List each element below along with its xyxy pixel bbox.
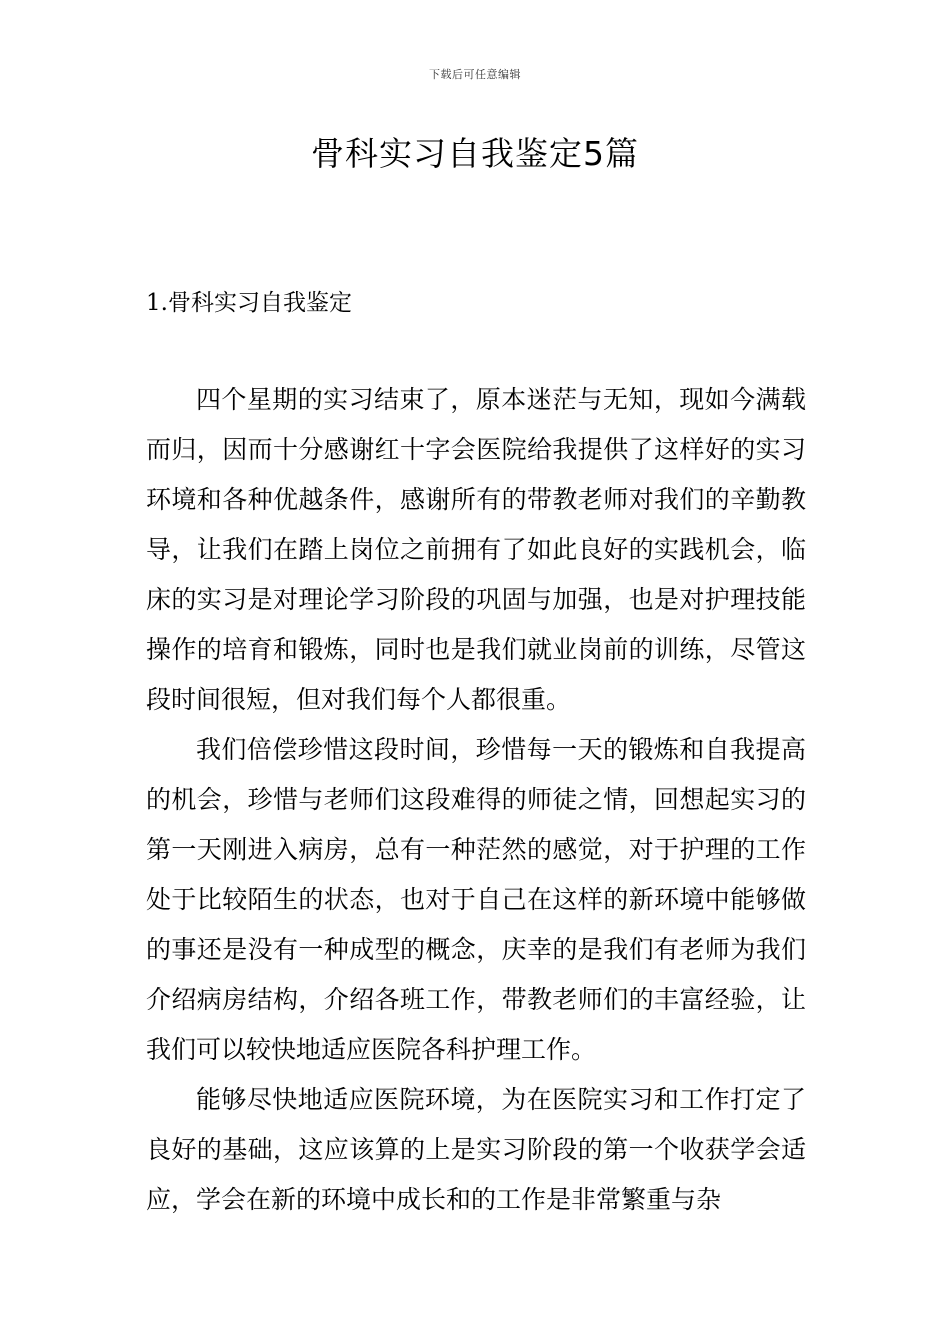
body-text [146, 375, 806, 1225]
document-title: 骨科实习自我鉴定5篇 [311, 134, 639, 173]
paragraph-2: 我们倍偿珍惜这段时间，珍惜每一天的锻炼和自我提高的机会，珍惜与老师们这段难得的师徒之情，回想起实习的第一天刚进入病房，总有一种茫然的感觉，对于护理的工作处于比较陌生的状态，也对于自己在这样的新环境中能够做的事还是没有一种成型的概念，庆幸的是我们有老师为我们介绍病房结构，介绍各班工作，带教老师们的丰富经验，让我们可以较快地适应医院各科护理工作。 [146, 735, 806, 1064]
header-note: 下载后可任意编辑 [429, 68, 521, 81]
section-heading: 1.骨科实习自我鉴定 [146, 290, 352, 316]
paragraph-3: 能够尽快地适应医院环境，为在医院实习和工作打定了良好的基础，这应该算的上是实习阶段的第一个收获学会适应，学会在新的环境中成长和的工作是非常繁重与杂 [146, 1085, 806, 1214]
paragraph-1: 四个星期的实习结束了，原本迷茫与无知，现如今满载而归，因而十分感谢红十字会医院给我提供了这样好的实习环境和各种优越条件，感谢所有的带教老师对我们的辛勤教导，让我们在踏上岗位之前拥有了如此良好的实践机会，临床的实习是对理论学习阶段的巩固与加强，也是对护理技能操作的培育和锻炼，同时也是我们就业岗前的训练，尽管这段时间很短，但对我们每个人都很重。 [146, 385, 806, 714]
